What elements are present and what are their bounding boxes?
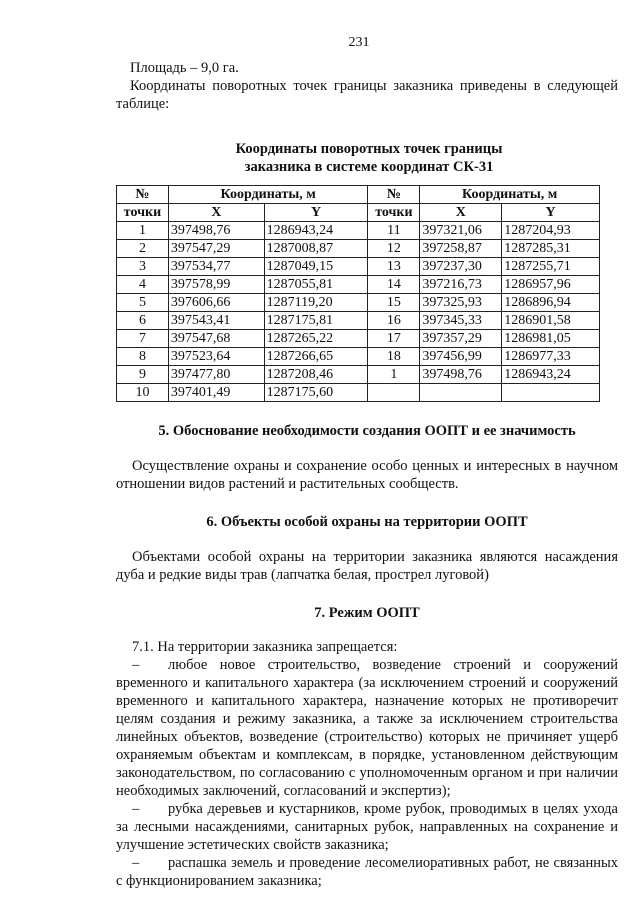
point-number-cell: 13 xyxy=(368,258,420,276)
x-coordinate-cell: 397498,76 xyxy=(168,222,264,240)
y-coordinate-cell: 1286896,94 xyxy=(502,294,600,312)
table-body xyxy=(117,222,600,402)
table-row xyxy=(117,240,600,258)
section-5-text: Осуществление охраны и сохранение особо ценных и интересных в научном отношении видов растений и растительных сообществ. xyxy=(116,458,618,492)
y-coordinate-cell: 1287265,22 xyxy=(264,330,368,348)
y-coordinate-cell: 1287049,15 xyxy=(264,258,368,276)
table-row xyxy=(117,276,600,294)
x-coordinate-cell: 397401,49 xyxy=(168,384,264,402)
x-coordinate-cell: 397321,06 xyxy=(420,222,502,240)
x-coordinate-cell: 397606,66 xyxy=(168,294,264,312)
point-number-cell: 1 xyxy=(117,222,169,240)
table-row xyxy=(117,366,600,384)
y-coordinate-cell: 1286943,24 xyxy=(502,366,600,384)
x-coordinate-cell: 397523,64 xyxy=(168,348,264,366)
table-caption-line-1: Координаты поворотных точек границы xyxy=(235,141,503,157)
x-coordinate-cell: 397325,93 xyxy=(420,294,502,312)
x-coordinate-cell: 397543,41 xyxy=(168,312,264,330)
point-number-cell: 6 xyxy=(117,312,169,330)
y-coordinate-cell: 1286981,05 xyxy=(502,330,600,348)
coords-note: Координаты поворотных точек границы заказника приведены в следующей таблице: xyxy=(116,78,618,112)
header-coords-left: Координаты, м xyxy=(168,186,367,204)
point-number-cell: 3 xyxy=(117,258,169,276)
prohibition-item xyxy=(116,800,618,854)
prohibition-text: рубка деревьев и кустарников, кроме рубок, проводимых в целях ухода за лесными насаждениями, санитарных рубок, направленных на сохранение и улучшение эстетических свойств заказника; xyxy=(116,801,618,853)
header-y-right: Y xyxy=(502,204,600,222)
y-coordinate-cell: 1287255,71 xyxy=(502,258,600,276)
y-coordinate-cell: 1286943,24 xyxy=(264,222,368,240)
y-coordinate-cell xyxy=(502,384,600,402)
x-coordinate-cell: 397216,73 xyxy=(420,276,502,294)
y-coordinate-cell: 1287119,20 xyxy=(264,294,368,312)
table-caption xyxy=(120,140,618,176)
prohibition-text: любое новое строительство, возведение строений и сооружений временного и капитального характера (за исключением строений и сооружений временного и капитального характера, назначение которых не противоречит целям создания и режиму заказника, а также за исключением строительства линейных объектов, возведение (строительство) которых не причиняет ущерб охраняемым объектам и комплексам, в порядке, установленном действующим законодательством, по согласованию с уполномоченным органом и при наличии необходимых заключений, согласований и экспертиз); xyxy=(116,657,618,799)
prohibition-item xyxy=(116,656,618,800)
point-number-cell: 8 xyxy=(117,348,169,366)
x-coordinate-cell xyxy=(420,384,502,402)
y-coordinate-cell: 1287208,46 xyxy=(264,366,368,384)
point-number-cell: 5 xyxy=(117,294,169,312)
table-header-row-1 xyxy=(117,186,600,204)
point-number-cell: 10 xyxy=(117,384,169,402)
table-row xyxy=(117,348,600,366)
area-text: Площадь – 9,0 га. xyxy=(130,60,239,76)
y-coordinate-cell: 1287175,81 xyxy=(264,312,368,330)
list-dash: – xyxy=(132,657,140,673)
section-7-title: 7. Режим ООПТ xyxy=(314,605,420,621)
x-coordinate-cell: 397547,68 xyxy=(168,330,264,348)
list-dash: – xyxy=(132,855,140,871)
point-number-cell: 15 xyxy=(368,294,420,312)
y-coordinate-cell: 1287055,81 xyxy=(264,276,368,294)
y-coordinate-cell: 1287204,93 xyxy=(502,222,600,240)
table-row xyxy=(117,384,600,402)
page-number: 231 xyxy=(348,35,370,50)
prohibition-text: распашка земель и проведение лесомелиоративных работ, не связанных с функционированием заказника; xyxy=(116,855,618,889)
table-header-row-2 xyxy=(117,204,600,222)
table-row xyxy=(117,258,600,276)
prohibition-item xyxy=(116,854,618,890)
x-coordinate-cell: 397237,30 xyxy=(420,258,502,276)
section-6-text: Объектами особой охраны на территории заказника являются насаждения дуба и редкие виды трав (лапчатка белая, прострел луговой) xyxy=(116,549,618,583)
point-number-cell: 14 xyxy=(368,276,420,294)
header-y-left: Y xyxy=(264,204,368,222)
table-row xyxy=(117,312,600,330)
point-number-cell: 4 xyxy=(117,276,169,294)
header-num-left: № xyxy=(117,186,169,204)
point-number-cell: 2 xyxy=(117,240,169,258)
x-coordinate-cell: 397258,87 xyxy=(420,240,502,258)
point-number-cell: 11 xyxy=(368,222,420,240)
point-number-cell: 17 xyxy=(368,330,420,348)
x-coordinate-cell: 397456,99 xyxy=(420,348,502,366)
point-number-cell: 18 xyxy=(368,348,420,366)
y-coordinate-cell: 1286901,58 xyxy=(502,312,600,330)
point-number-cell xyxy=(368,384,420,402)
x-coordinate-cell: 397477,80 xyxy=(168,366,264,384)
point-number-cell: 1 xyxy=(368,366,420,384)
y-coordinate-cell: 1287175,60 xyxy=(264,384,368,402)
table-row xyxy=(117,330,600,348)
x-coordinate-cell: 397578,99 xyxy=(168,276,264,294)
section-7-intro: 7.1. На территории заказника запрещается: xyxy=(132,639,398,655)
x-coordinate-cell: 397498,76 xyxy=(420,366,502,384)
point-number-cell: 16 xyxy=(368,312,420,330)
y-coordinate-cell: 1287008,87 xyxy=(264,240,368,258)
header-points-left: точки xyxy=(117,204,169,222)
y-coordinate-cell: 1287285,31 xyxy=(502,240,600,258)
y-coordinate-cell: 1287266,65 xyxy=(264,348,368,366)
list-dash: – xyxy=(132,801,140,817)
y-coordinate-cell: 1286957,96 xyxy=(502,276,600,294)
table-row xyxy=(117,294,600,312)
header-coords-right: Координаты, м xyxy=(420,186,600,204)
header-num-right: № xyxy=(368,186,420,204)
header-x-left: X xyxy=(168,204,264,222)
section-6-title: 6. Объекты особой охраны на территории ООПТ xyxy=(206,514,528,530)
point-number-cell: 9 xyxy=(117,366,169,384)
x-coordinate-cell: 397534,77 xyxy=(168,258,264,276)
coordinates-table xyxy=(116,185,600,402)
x-coordinate-cell: 397547,29 xyxy=(168,240,264,258)
point-number-cell: 7 xyxy=(117,330,169,348)
x-coordinate-cell: 397345,33 xyxy=(420,312,502,330)
header-x-right: X xyxy=(420,204,502,222)
table-row xyxy=(117,222,600,240)
section-5-title: 5. Обоснование необходимости создания ООПТ и ее значимость xyxy=(158,423,576,439)
x-coordinate-cell: 397357,29 xyxy=(420,330,502,348)
header-points-right: точки xyxy=(368,204,420,222)
point-number-cell: 12 xyxy=(368,240,420,258)
table-caption-line-2: заказника в системе координат СК-31 xyxy=(244,159,494,175)
y-coordinate-cell: 1286977,33 xyxy=(502,348,600,366)
